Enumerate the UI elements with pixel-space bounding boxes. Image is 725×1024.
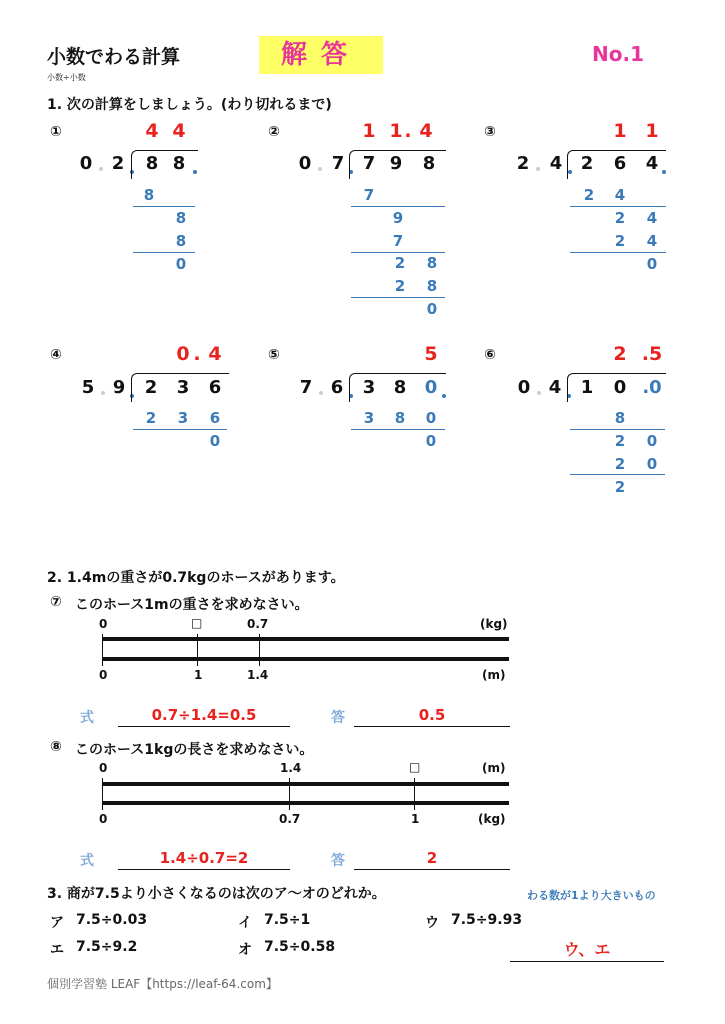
top-label-zero: 0 xyxy=(99,761,108,775)
choice-mark: ウ xyxy=(425,915,439,931)
dividend-digit: 4 xyxy=(645,153,659,174)
work-digit: 7 xyxy=(392,232,404,250)
footer: 個別学習塾 LEAF【https://leaf-64.com】 xyxy=(47,977,278,991)
dividend-digit: 8 xyxy=(145,153,159,174)
answer-label: 答 xyxy=(331,853,345,869)
work-digit: 8 xyxy=(175,209,187,227)
section1-instruction: 1. 次の計算をしましょう。(わり切れるまで) xyxy=(47,97,332,113)
work-digit: 0 xyxy=(646,432,658,450)
quotient-digit: 1 xyxy=(645,120,659,142)
divisor-digit: 4 xyxy=(549,153,563,174)
answer-value: 2 xyxy=(426,849,438,867)
problem-label-5: ⑤ xyxy=(268,347,280,363)
one-tick xyxy=(197,634,198,666)
dividend-digit: 3 xyxy=(362,377,376,398)
work-digit: 0 xyxy=(646,255,658,273)
problem-label-2: ② xyxy=(268,124,280,140)
quotient-digit: 2 xyxy=(613,343,627,365)
end-tick xyxy=(259,634,260,666)
subtraction-line xyxy=(133,252,195,253)
quotient-digit: 4 xyxy=(172,120,186,142)
answer-label: 答 xyxy=(331,710,345,726)
work-digit: 0 xyxy=(426,300,438,318)
top-label-zero: 0 xyxy=(99,617,108,631)
dividend-digit: 0 xyxy=(424,377,438,398)
answer-key-banner: 解答 xyxy=(259,36,383,74)
question-7-label: ⑦ xyxy=(50,594,62,610)
division-bracket xyxy=(567,373,666,402)
answer-line xyxy=(354,869,510,870)
subtraction-line xyxy=(570,429,665,430)
choice-expression: 7.5÷9.93 xyxy=(451,912,523,928)
subtraction-line xyxy=(133,206,195,207)
section3-answer-line xyxy=(510,961,664,962)
work-digit: 0 xyxy=(646,455,658,473)
divisor-digit: 4 xyxy=(548,377,562,398)
old-decimal-point xyxy=(318,167,322,171)
work-digit: 2 xyxy=(614,209,626,227)
division-bracket xyxy=(567,150,666,179)
dividend-digit: 3 xyxy=(176,377,190,398)
old-decimal-point xyxy=(99,167,103,171)
quotient-digit: 5 xyxy=(424,343,438,365)
dividend-digit: 6 xyxy=(613,153,627,174)
subtraction-line xyxy=(351,206,445,207)
bottom-label-value: 1.4 xyxy=(247,668,269,682)
quotient-digit: . xyxy=(193,343,201,365)
old-decimal-point xyxy=(319,391,323,395)
choice-mark: オ xyxy=(238,942,252,958)
work-digit: 2 xyxy=(583,186,595,204)
section2-instruction: 2. 1.4mの重さが0.7kgのホースがあります。 xyxy=(47,570,345,586)
quotient-digit: 1 xyxy=(389,120,403,142)
work-digit: 8 xyxy=(614,409,626,427)
question-8-text: このホース1kgの長さを求めなさい。 xyxy=(75,742,314,758)
divisor-digit: 7 xyxy=(299,377,313,398)
zero-tick xyxy=(102,778,103,810)
work-digit: 2 xyxy=(394,277,406,295)
division-bracket xyxy=(349,373,446,402)
subtraction-line xyxy=(351,297,445,298)
problem-label-1: ① xyxy=(50,124,62,140)
work-digit: 8 xyxy=(426,277,438,295)
work-digit: 0 xyxy=(425,432,437,450)
problem-label-4: ④ xyxy=(50,347,62,363)
work-digit: 2 xyxy=(614,455,626,473)
formula-line xyxy=(118,726,290,727)
subtraction-line xyxy=(133,429,227,430)
bottom-label-zero: 0 xyxy=(99,668,108,682)
dividend-digit: 7 xyxy=(362,153,376,174)
work-digit: 8 xyxy=(143,186,155,204)
top-label-value: 1.4 xyxy=(280,761,302,775)
choice-expression: 7.5÷1 xyxy=(264,912,311,928)
bottom-unit: (kg) xyxy=(478,812,506,826)
old-decimal-point xyxy=(536,167,540,171)
formula-answer: 0.7÷1.4=0.5 xyxy=(151,706,257,724)
subtraction-line xyxy=(351,252,445,253)
formula-line xyxy=(118,869,290,870)
choice-mark: エ xyxy=(50,942,64,958)
work-digit: 0 xyxy=(209,432,221,450)
answer-line xyxy=(354,726,510,727)
quotient-digit: . xyxy=(404,120,412,142)
choice-mark: ア xyxy=(50,915,64,931)
value-tick xyxy=(289,778,290,810)
work-digit: 0 xyxy=(425,409,437,427)
formula-label: 式 xyxy=(80,853,94,869)
choice-expression: 7.5÷0.58 xyxy=(264,939,336,955)
top-label-value: 0.7 xyxy=(247,617,269,631)
work-digit: 2 xyxy=(614,432,626,450)
work-digit: 9 xyxy=(392,209,404,227)
divisor-digit: 0 xyxy=(517,377,531,398)
page-title: 小数でわる計算 xyxy=(47,46,181,68)
subtraction-line xyxy=(570,252,666,253)
quotient-digit: 0 xyxy=(176,343,190,365)
length-bar xyxy=(102,657,509,661)
dividend-digit: 8 xyxy=(393,377,407,398)
work-digit: 2 xyxy=(614,478,626,496)
division-bracket xyxy=(131,150,198,179)
quotient-digit: 4 xyxy=(145,120,159,142)
work-digit: 4 xyxy=(614,186,626,204)
choice-expression: 7.5÷0.03 xyxy=(76,912,148,928)
dividend-digit: 6 xyxy=(208,377,222,398)
divisor-digit: 2 xyxy=(516,153,530,174)
quotient-digit: 1 xyxy=(362,120,376,142)
answer-value: 0.5 xyxy=(418,706,446,724)
formula-label: 式 xyxy=(80,710,94,726)
weight-bar xyxy=(102,637,509,641)
work-digit: 8 xyxy=(426,254,438,272)
bottom-label-one: 1 xyxy=(194,668,203,682)
work-digit: 7 xyxy=(363,186,375,204)
dividend-digit: 2 xyxy=(580,153,594,174)
work-digit: 4 xyxy=(646,232,658,250)
divisor-digit: 0 xyxy=(298,153,312,174)
work-digit: 6 xyxy=(209,409,221,427)
hint-note: わる数が1より大きいもの xyxy=(527,889,656,902)
work-digit: 3 xyxy=(363,409,375,427)
zero-tick xyxy=(102,634,103,666)
one-tick xyxy=(414,778,415,810)
quotient-digit: 4 xyxy=(208,343,222,365)
work-digit: 3 xyxy=(177,409,189,427)
choice-expression: 7.5÷9.2 xyxy=(76,939,138,955)
top-unit: (m) xyxy=(482,761,506,775)
old-decimal-point xyxy=(101,391,105,395)
top-label-unknown: □ xyxy=(191,616,203,630)
subtraction-line xyxy=(570,474,665,475)
dividend-digit: 8 xyxy=(172,153,186,174)
weight-bar xyxy=(102,801,509,805)
page-subtitle: 小数÷小数 xyxy=(47,73,86,82)
dividend-digit: 1 xyxy=(580,377,594,398)
divisor-digit: 0 xyxy=(79,153,93,174)
formula-answer: 1.4÷0.7=2 xyxy=(159,849,249,867)
work-digit: 4 xyxy=(646,209,658,227)
top-unit: (kg) xyxy=(480,617,508,631)
bottom-label-one: 1 xyxy=(411,812,420,826)
divisor-digit: 6 xyxy=(330,377,344,398)
choice-mark: イ xyxy=(238,915,252,931)
work-digit: 8 xyxy=(394,409,406,427)
dividend-digit: 2 xyxy=(144,377,158,398)
quotient-digit: 4 xyxy=(419,120,433,142)
question-8-label: ⑧ xyxy=(50,739,62,755)
work-digit: 2 xyxy=(145,409,157,427)
bottom-unit: (m) xyxy=(482,668,506,682)
dividend-digit: 9 xyxy=(389,153,403,174)
division-bracket xyxy=(131,373,229,402)
work-digit: 0 xyxy=(175,255,187,273)
divisor-digit: 5 xyxy=(81,377,95,398)
question-7-text: このホース1mの重さを求めなさい。 xyxy=(75,597,309,613)
section3-instruction: 3. 商が7.5より小さくなるのは次のア〜オのどれか。 xyxy=(47,886,386,902)
bottom-label-value: 0.7 xyxy=(279,812,301,826)
dividend-digit: 0 xyxy=(613,377,627,398)
sheet-number: No.1 xyxy=(592,42,644,66)
work-digit: 2 xyxy=(614,232,626,250)
length-bar xyxy=(102,782,509,786)
divisor-digit: 9 xyxy=(112,377,126,398)
bottom-label-zero: 0 xyxy=(99,812,108,826)
subtraction-line xyxy=(351,429,445,430)
work-digit: 8 xyxy=(175,232,187,250)
divisor-digit: 7 xyxy=(331,153,345,174)
divisor-digit: 2 xyxy=(111,153,125,174)
problem-label-3: ③ xyxy=(484,124,496,140)
quotient-digit: 1 xyxy=(613,120,627,142)
work-digit: 2 xyxy=(394,254,406,272)
division-bracket xyxy=(349,150,446,179)
dividend-digit: 8 xyxy=(422,153,436,174)
top-label-unknown: □ xyxy=(409,760,421,774)
section3-answer: ウ、エ xyxy=(563,940,611,959)
problem-label-6: ⑥ xyxy=(484,347,496,363)
subtraction-line xyxy=(570,206,666,207)
quotient-digit: .5 xyxy=(641,343,663,365)
dividend-digit: .0 xyxy=(642,377,662,398)
old-decimal-point xyxy=(537,391,541,395)
